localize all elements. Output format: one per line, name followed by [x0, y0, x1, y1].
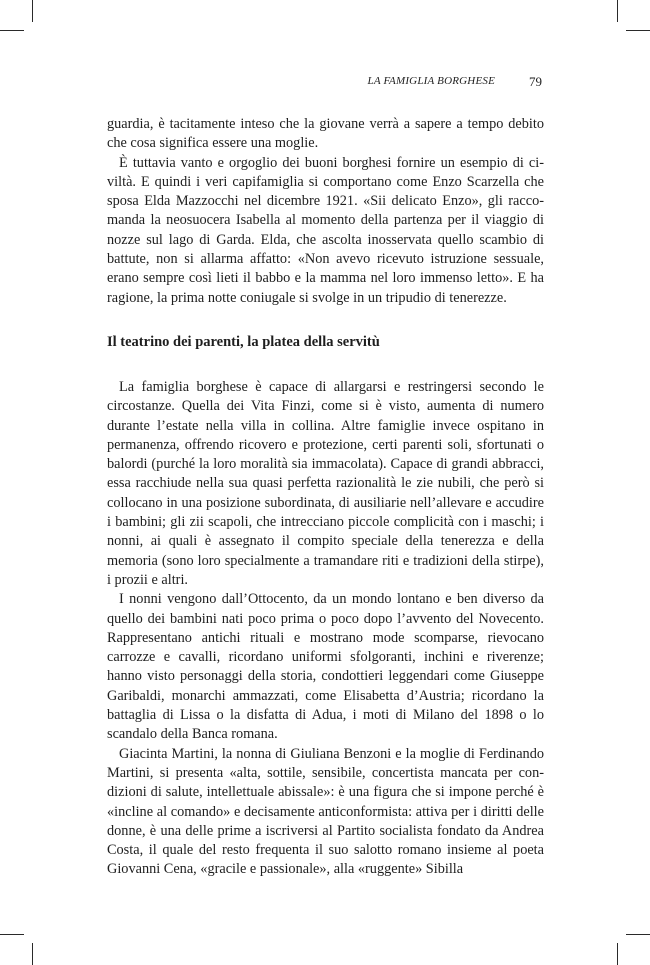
- paragraph: È tuttavia vanto e orgoglio dei buoni borghesi fornire un esempio di civiltà. E quindi i veri capifamiglia si comportano come Enzo Scarzella che sposa Elda Mazzocchi nel dicembre 1921. «Sii delicato Enzo», gli raccomanda la neosuocera Isabella al momento della partenza per il viaggio di nozze sul lago di Garda. Elda, che ascolta inosservata quello scambio di battute, non si allarma affatto: «Non avevo ricevuto istruzione sessuale, erano sempre così lieti il babbo e la mamma nel loro immenso letto». E ha ragione, la prima notte coniugale si svolge in un tripudio di tenerezze.: [107, 154, 544, 306]
- paragraph: Giacinta Martini, la nonna di Giuliana Benzoni e la moglie di Ferdinando Martini, si presenta «alta, sottile, sensibile, concertista mancata per condizioni di salute, intellettuale abissale»: è una figura che si impone perché è «incline al comando» e decisamente anticonformista: attiva per i diritti delle donne, è una delle prime a iscriversi al Partito socialista fondato da Andrea Costa, il quale del resto frequenta il suo salotto romano insieme al poeta Giovanni Cena, «gracile e passionale», alla «ruggente» Sibilla: [107, 745, 544, 878]
- body-text: [107, 115, 544, 880]
- crop-mark-top-left-horizontal: [0, 30, 24, 31]
- crop-mark-top-right-horizontal: [626, 30, 650, 31]
- paragraph: I nonni vengono dall’Ottocento, da un mondo lontano e ben diverso da quello dei bambini nati poco prima o poco dopo l’avvento del Novecento. Rappresentano antichi rituali e mostrano mode scomparse, rievocano carrozze e cavalli, ricordano uniformi sfolgoranti, inchini e riverenze; hanno visto personaggi della storia, condottieri leggendari come Giuseppe Garibaldi, monarchi ammazzati, come Elisabetta d’Austria; ricordano la battaglia di Lissa o la disfatta di Adua, i moti di Milano del 1898 o lo scandalo della Banca romana.: [107, 591, 544, 743]
- crop-mark-bottom-right-horizontal: [626, 934, 650, 935]
- running-head: [107, 74, 544, 92]
- page-number: 79: [529, 74, 542, 89]
- crop-mark-bottom-right-vertical: [617, 943, 618, 965]
- paragraph: La famiglia borghese è capace di allargarsi e restringersi secondo le circostanze. Quella dei Vita Finzi, come si è visto, aumenta di numero durante l’estate nella villa in collina. Altre famiglie invece ospitano in permanenza, offrendo ricovero e protezione, certi parenti soli, sfortunati o balordi (purché la loro moralità sia immacolata). Capace di grandi abbracci, essa racchiude nella sua quasi perfetta razionalità le zie nubili, che però si collocano in una posizione subordinata, di ausiliarie nell’allevare e accudire i bambini; gli zii scapoli, che intrecciano piccole complicità con i maschi; i nonni, ai quali è assegnato il compito speciale della tenerezza e della memoria (sono loro specialmente a tramandare riti e tradizioni della stirpe), i prozii e altri.: [107, 378, 544, 588]
- paragraph: guardia, è tacitamente inteso che la giovane verrà a sapere a tempo debito che cosa significa essere una moglie.: [107, 116, 544, 152]
- crop-mark-top-left-vertical: [32, 0, 33, 22]
- section-heading: Il teatrino dei parenti, la platea della servitù: [107, 333, 380, 350]
- crop-mark-top-right-vertical: [617, 0, 618, 22]
- running-title: LA FAMIGLIA BORGHESE: [367, 75, 495, 87]
- crop-mark-bottom-left-horizontal: [0, 934, 24, 935]
- crop-mark-bottom-left-vertical: [32, 943, 33, 965]
